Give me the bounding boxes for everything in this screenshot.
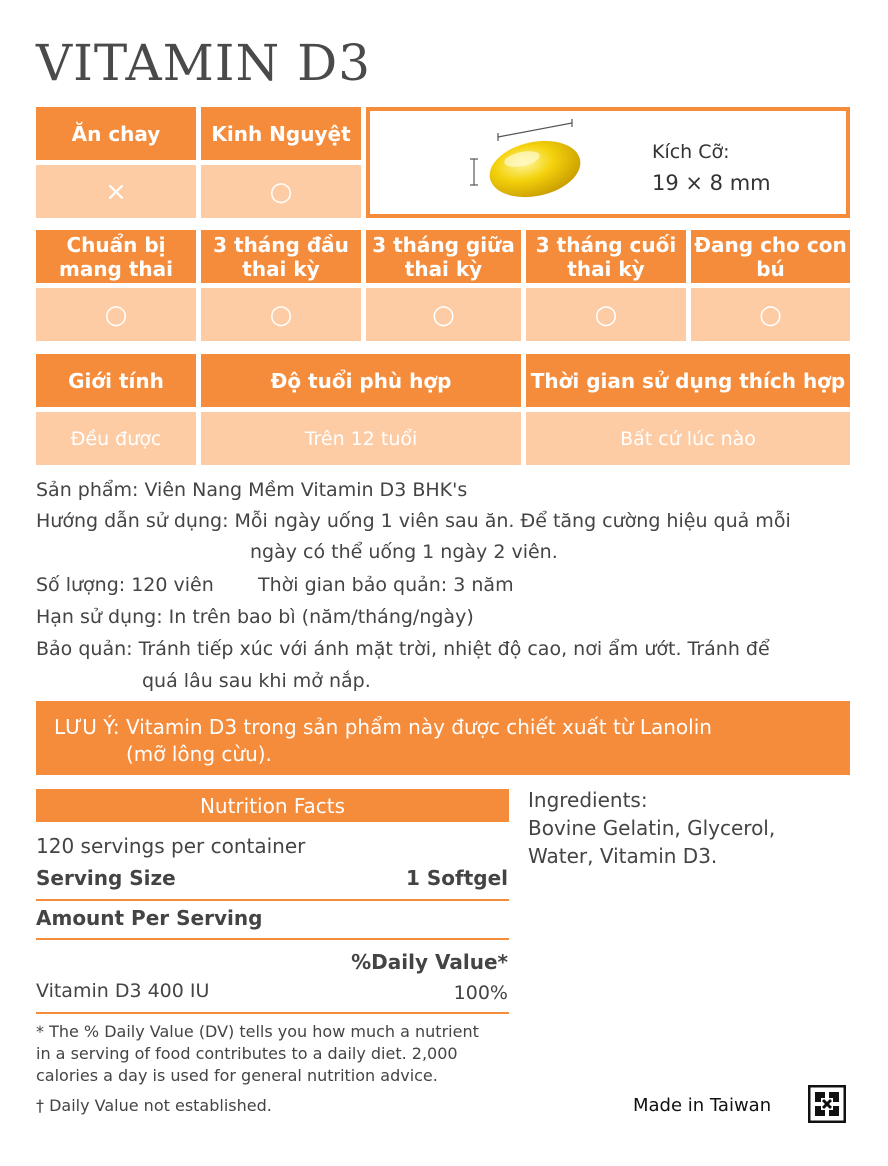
footnote-line-3: calories a day is used for general nutrition advice.	[36, 1066, 438, 1085]
pregnancy-prep-label: Chuẩn bị mang thai	[36, 230, 196, 283]
daily-value-header: %Daily Value*	[351, 950, 508, 974]
directions-line-2: ngày có thể uống 1 ngày 2 viên.	[250, 541, 558, 563]
serving-size-value: 1 Softgel	[405, 866, 508, 890]
footnote-line-1: * The % Daily Value (DV) tells you how much a nutrient	[36, 1022, 479, 1041]
second-trimester-value: ○	[366, 288, 521, 341]
capsule-size-value: 19 × 8 mm	[652, 171, 771, 195]
age-value: Trên 12 tuổi	[201, 412, 521, 465]
storage-line-2: quá lâu sau khi mở nắp.	[142, 670, 371, 692]
page-title: VITAMIN D3	[36, 34, 372, 92]
servings-per-container: 120 servings per container	[36, 834, 306, 858]
ingredients-line-2: Water, Vitamin D3.	[528, 844, 718, 868]
divider-1	[36, 899, 509, 901]
menstrual-value: ○	[201, 165, 361, 218]
ingredients	[528, 786, 775, 870]
first-trimester-label: 3 tháng đầu thai kỳ	[201, 230, 361, 283]
shelf-life: Thời gian bảo quản: 3 năm	[258, 574, 514, 596]
capsule-icon	[460, 115, 590, 205]
ingredients-line-1: Bovine Gelatin, Glycerol,	[528, 816, 776, 840]
footnote-line-4: † Daily Value not established.	[36, 1096, 272, 1115]
lanolin-note	[36, 701, 850, 775]
note-line-2: (mỡ lông cừu).	[126, 742, 272, 766]
menstrual-label: Kinh Nguyệt	[201, 107, 361, 160]
serving-size-label: Serving Size	[36, 866, 176, 890]
age-label: Độ tuổi phù hợp	[201, 354, 521, 407]
usage-time-label: Thời gian sử dụng thích hợp	[526, 354, 850, 407]
expiry: Hạn sử dụng: In trên bao bì (năm/tháng/ngày)	[36, 606, 474, 628]
note-line-1: LƯU Ý: Vitamin D3 trong sản phẩm này được chiết xuất từ Lanolin	[54, 715, 712, 739]
third-trimester-value: ○	[526, 288, 686, 341]
ingredients-label: Ingredients:	[528, 788, 648, 812]
vitamin-d3-amount: Vitamin D3 400 IU	[36, 980, 210, 1002]
recycle-icon	[808, 1085, 846, 1123]
vegetarian-value: ×	[36, 165, 196, 218]
vitamin-d3-dv: 100%	[453, 982, 508, 1004]
footnote-line-2: in a serving of food contributes to a daily diet. 2,000	[36, 1044, 458, 1063]
usage-time-value: Bất cứ lúc nào	[526, 412, 850, 465]
first-trimester-value: ○	[201, 288, 361, 341]
divider-2	[36, 938, 509, 940]
capsule-size-label: Kích Cỡ:	[652, 141, 730, 163]
nutrition-facts-header: Nutrition Facts	[36, 789, 509, 822]
gender-label: Giới tính	[36, 354, 196, 407]
product-name: Sản phẩm: Viên Nang Mềm Vitamin D3 BHK's	[36, 479, 468, 501]
gender-value: Đều được	[36, 412, 196, 465]
second-trimester-label: 3 tháng giữa thai kỳ	[366, 230, 521, 283]
storage-line-1: Bảo quản: Tránh tiếp xúc với ánh mặt trời, nhiệt độ cao, nơi ẩm ướt. Tránh để	[36, 638, 770, 660]
capsule-size-box	[366, 107, 850, 218]
amount-per-serving: Amount Per Serving	[36, 906, 263, 930]
breastfeeding-value: ○	[691, 288, 850, 341]
pregnancy-prep-value: ○	[36, 288, 196, 341]
breastfeeding-label: Đang cho con bú	[691, 230, 850, 283]
directions-line-1: Hướng dẫn sử dụng: Mỗi ngày uống 1 viên sau ăn. Để tăng cường hiệu quả mỗi	[36, 510, 791, 532]
third-trimester-label: 3 tháng cuối thai kỳ	[526, 230, 686, 283]
made-in-label: Made in Taiwan	[633, 1095, 772, 1116]
quantity: Số lượng: 120 viên	[36, 574, 214, 596]
divider-3	[36, 1012, 509, 1014]
vegetarian-label: Ăn chay	[36, 107, 196, 160]
